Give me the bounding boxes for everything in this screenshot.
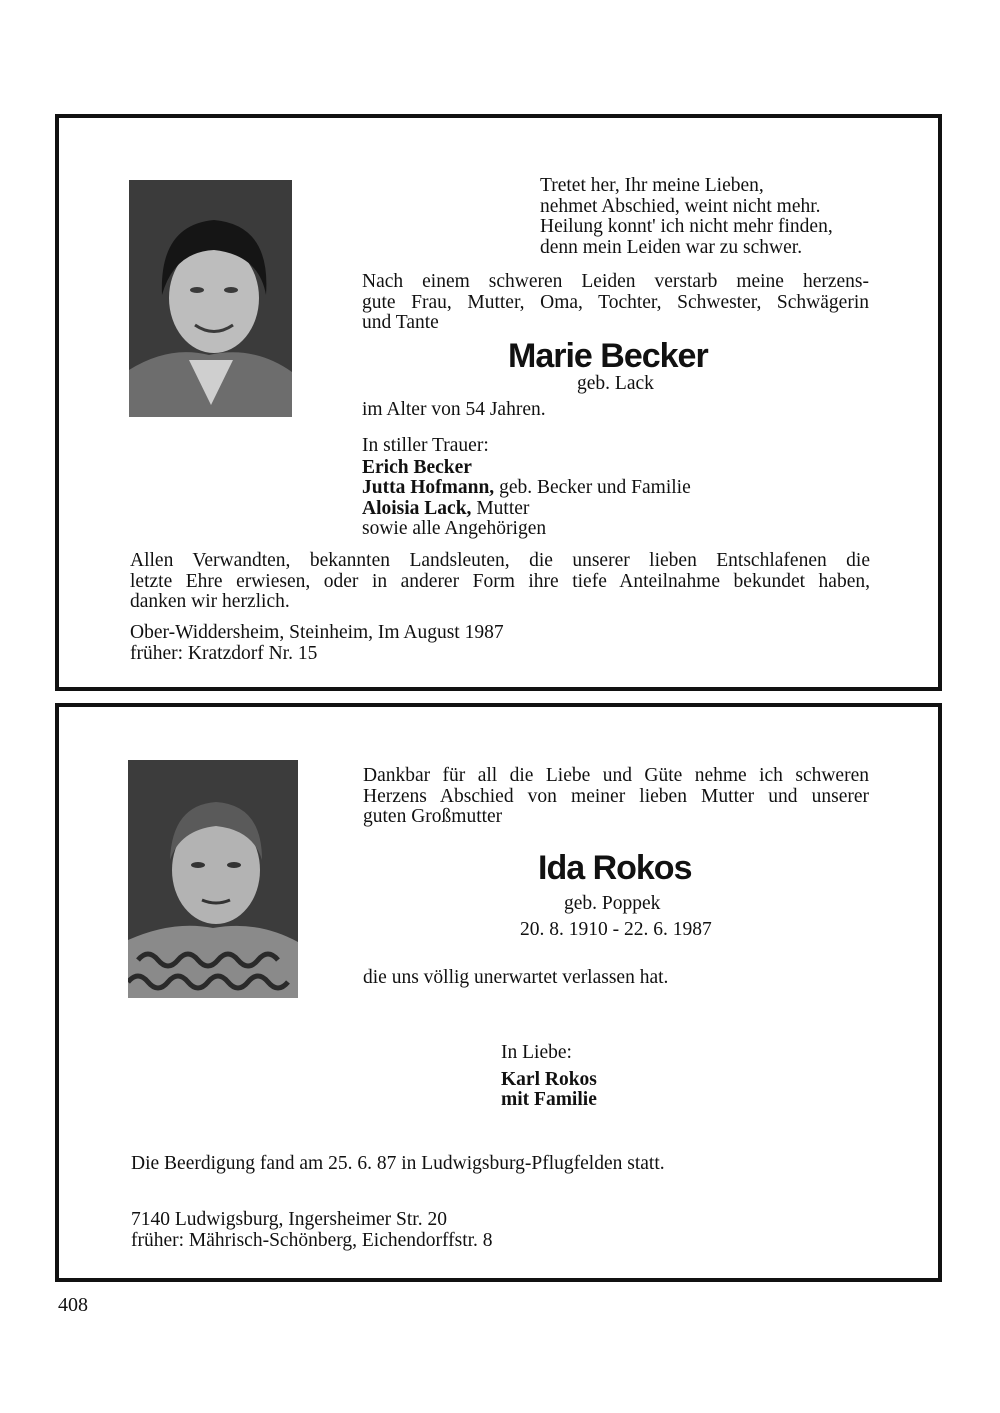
signature-block bbox=[501, 1043, 597, 1111]
announcement-line: guten Großmutter bbox=[363, 806, 503, 827]
deceased-name: Marie Becker bbox=[508, 337, 708, 375]
verse-line: nehmet Abschied, weint nicht mehr. bbox=[540, 195, 821, 217]
place-line: früher: Kratzdorf Nr. 15 bbox=[130, 642, 318, 664]
announcement-line: Herzens Abschied von meiner lieben Mutter und unserer bbox=[363, 785, 869, 807]
mourners-heading: In stiller Trauer: bbox=[362, 435, 489, 456]
mourner-name: Jutta Hofmann, bbox=[362, 477, 495, 498]
announcement-text bbox=[363, 766, 869, 828]
signer: Karl Rokos bbox=[501, 1068, 597, 1090]
announcement-line: gute Frau, Mutter, Oma, Tochter, Schwester, Schwägerin bbox=[362, 291, 869, 313]
mourners-block bbox=[362, 436, 691, 540]
verse-line: Tretet her, Ihr meine Lieben, bbox=[540, 175, 764, 196]
portrait-photo-marie-becker bbox=[129, 180, 292, 417]
verse bbox=[540, 176, 833, 258]
announcement-text bbox=[362, 272, 869, 334]
portrait-photo-ida-rokos bbox=[128, 760, 298, 998]
announcement-line: und Tante bbox=[362, 312, 439, 333]
place-text bbox=[130, 623, 504, 664]
verse-line: Heilung konnt' ich nicht mehr finden, bbox=[540, 216, 833, 237]
life-dates: 20. 8. 1910 - 22. 6. 1987 bbox=[520, 919, 712, 940]
mourner-note: geb. Becker und Familie bbox=[494, 477, 691, 498]
page-number: 408 bbox=[58, 1294, 88, 1316]
mourner-row bbox=[362, 499, 691, 520]
maiden-name: geb. Poppek bbox=[564, 893, 661, 914]
thanks-line: Allen Verwandten, bekannten Landsleuten, die unserer lieben Entschlafenen die bbox=[130, 550, 870, 571]
funeral-text: Die Beerdigung fand am 25. 6. 87 in Ludwigsburg-Pflugfelden statt. bbox=[131, 1153, 665, 1174]
mourner-note: Mutter bbox=[471, 497, 530, 519]
age-text: im Alter von 54 Jahren. bbox=[362, 399, 546, 420]
relatives-line: sowie alle Angehörigen bbox=[362, 518, 547, 539]
address-line: früher: Mährisch-Schönberg, Eichendorffstr. 8 bbox=[131, 1229, 493, 1251]
announcement-line: Nach einem schweren Leiden verstarb meine herzens- bbox=[362, 271, 869, 292]
departure-text: die uns völlig unerwartet verlassen hat. bbox=[363, 967, 669, 988]
thanks-line: danken wir herzlich. bbox=[130, 591, 290, 612]
address-line: 7140 Ludwigsburg, Ingersheimer Str. 20 bbox=[131, 1209, 447, 1230]
thanks-line: letzte Ehre erwiesen, oder in anderer Form ihre tiefe Anteilnahme bekundet haben, bbox=[130, 570, 870, 592]
place-line: Ober-Widdersheim, Steinheim, Im August 1987 bbox=[130, 622, 504, 643]
mourner-name: Aloisia Lack, bbox=[362, 497, 472, 519]
maiden-name: geb. Lack bbox=[577, 373, 654, 394]
love-heading: In Liebe: bbox=[501, 1042, 572, 1063]
thanks-text bbox=[130, 551, 870, 613]
signer: mit Familie bbox=[501, 1089, 597, 1110]
announcement-line: Dankbar für all die Liebe und Güte nehme ich schweren bbox=[363, 765, 869, 786]
mourner-row bbox=[362, 458, 691, 479]
deceased-name: Ida Rokos bbox=[538, 849, 692, 887]
mourner-name: Erich Becker bbox=[362, 456, 472, 478]
address-text bbox=[131, 1210, 493, 1251]
mourner-row bbox=[362, 478, 691, 499]
verse-line: denn mein Leiden war zu schwer. bbox=[540, 236, 803, 258]
